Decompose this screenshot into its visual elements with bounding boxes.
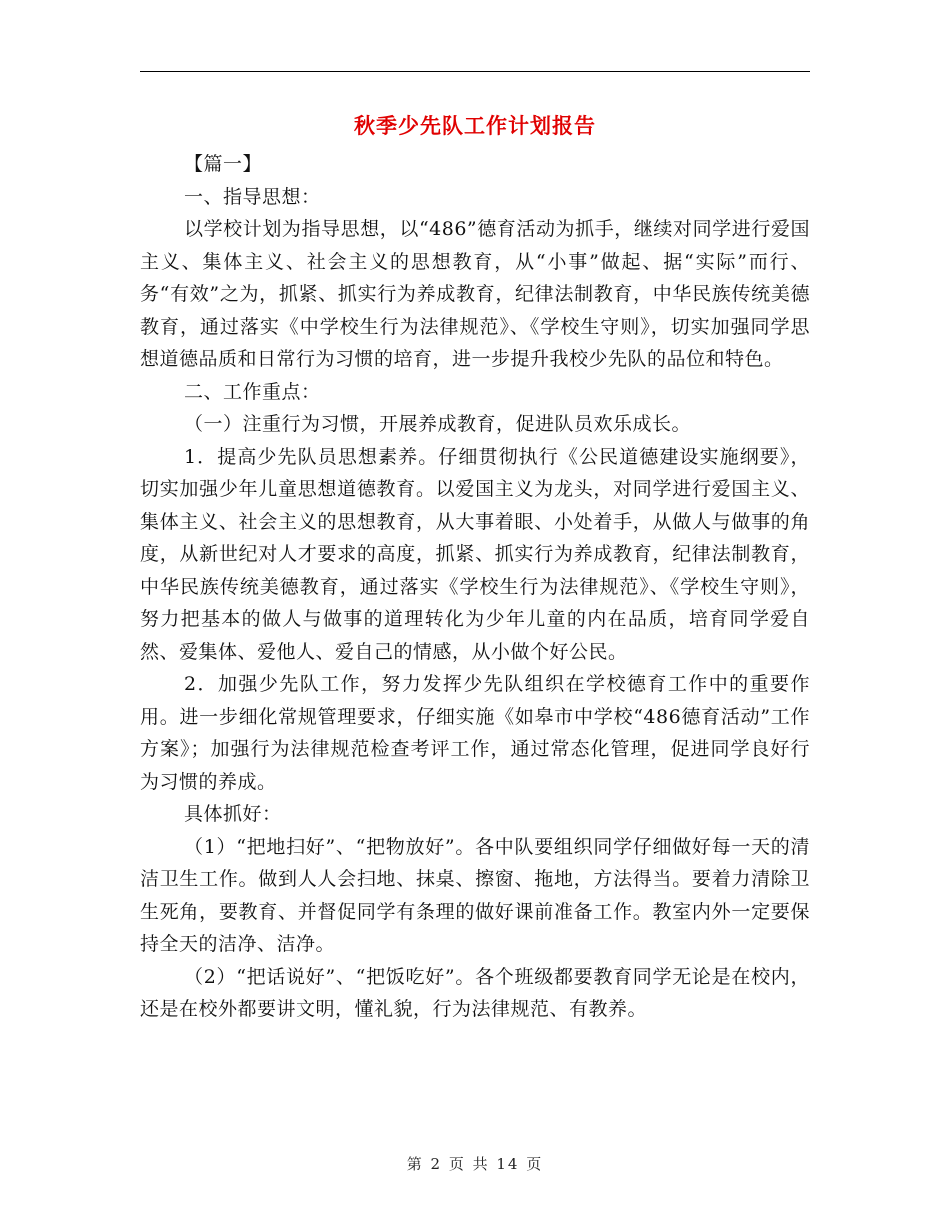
page-number: 第 2 页 共 14 页 xyxy=(406,1155,544,1173)
subheading-habits: （一）注重行为习惯，开展养成教育，促进队员欢乐成长。 xyxy=(184,413,692,435)
document-body xyxy=(140,148,810,1026)
paragraph-item-1: 1．提高少先队员思想素养。仔细贯彻执行《公民道德建设实施纲要》，切实加强少年儿童思想道德教育。以爱国主义为龙头，对同学进行爱国主义、集体主义、社会主义的思想教育，从大事着眼、小处着手，从做人与做事的角度，从新世纪对人才要求的高度，抓紧、抓实行为养成教育，纪律法制教育，中华民族传统美德教育，通过落实《学校生行为法律规范》、《学校生守则》，努力把基本的做人与做事的道理转化为少年儿童的内在品质，培育同学爱自然、爱集体、爱他人、爱自己的情感，从小做个好公民。 xyxy=(140,445,810,663)
document-title: 秋季少先队工作计划报告 xyxy=(354,113,596,138)
heading-work-focus: 二、工作重点： xyxy=(184,380,321,403)
paragraph-subitem-2: （2）“把话说好”、“把饭吃好”。各个班级都要教育同学无论是在校内，还是在校外都要讲文明，懂礼貌，行为法律规范、有教养。 xyxy=(140,965,810,1020)
section-marker: 【篇一】 xyxy=(184,153,263,175)
header-rule xyxy=(140,71,810,72)
paragraph-item-2: 2．加强少先队工作，努力发挥少先队组织在学校德育工作中的重要作用。进一步细化常规管理要求，仔细实施《如皋市中学校“486德育活动”工作方案》；加强行为法律规范检查考评工作，通过常态化管理，促进同学良好行为习惯的养成。 xyxy=(140,673,810,793)
paragraph-subitem-1: （1）“把地扫好”、“把物放好”。各中队要组织同学仔细做好每一天的清洁卫生工作。做到人人会扫地、抹桌、擦窗、拖地，方法得当。要着力清除卫生死角，要教育、并督促同学有条理的做好课前准备工作。教室内外一定要保持全天的洁净、洁净。 xyxy=(140,835,810,955)
heading-guiding-ideology: 一、指导思想： xyxy=(184,185,321,208)
paragraph-guiding-ideology: 以学校计划为指导思想，以“486”德育活动为抓手，继续对同学进行爱国主义、集体主义、社会主义的思想教育，从“小事”做起、据“实际”而行、务“有效”之为，抓紧、抓实行为养成教育，纪律法制教育，中华民族传统美德教育，通过落实《中学校生行为法律规范》、《学校生守则》，切实加强同学思想道德品质和日常行为习惯的培育，进一步提升我校少先队的品位和特色。 xyxy=(140,218,810,370)
paragraph-specifics-label: 具体抓好： xyxy=(184,803,282,825)
